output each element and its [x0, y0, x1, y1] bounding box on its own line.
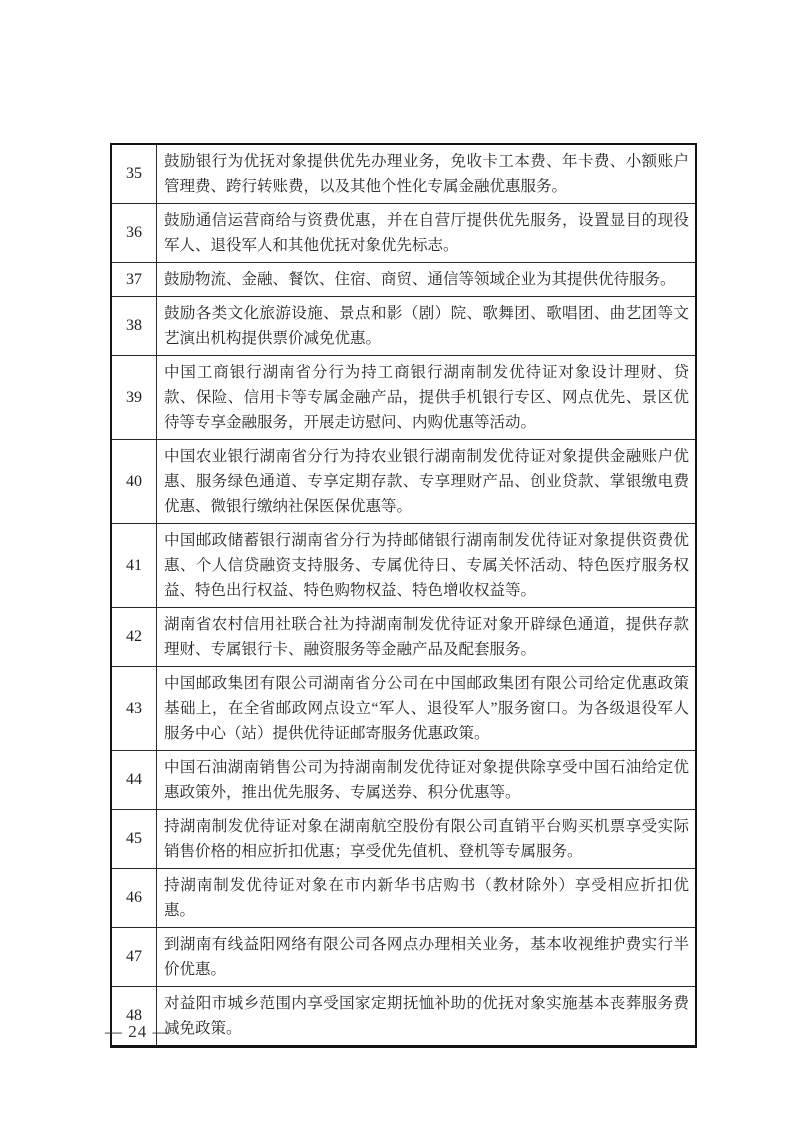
row-number: 41: [111, 524, 157, 608]
row-number: 35: [111, 144, 157, 204]
row-text: 持湖南制发优待证对象在湖南航空股份有限公司直销平台购买机票享受实际销售价格的相应折扣优惠；享受优先值机、登机等专属服务。: [157, 810, 697, 869]
row-text: 中国邮政集团有限公司湖南省分公司在中国邮政集团有限公司给定优惠政策基础上，在全省邮政网点设立“军人、退役军人”服务窗口。为各级退役军人服务中心（站）提供优待证邮寄服务优惠政策。: [157, 667, 697, 751]
row-number: 46: [111, 869, 157, 928]
row-number: 42: [111, 608, 157, 667]
row-number: 36: [111, 204, 157, 263]
table-row: [111, 608, 696, 667]
row-text: 鼓励通信运营商给与资费优惠，并在自营厅提供优先服务，设置显目的现役军人、退役军人和其他优抚对象优先标志。: [157, 204, 697, 263]
table-row: [111, 524, 696, 608]
row-number: 47: [111, 928, 157, 987]
row-number: 48: [111, 987, 157, 1047]
row-text: 中国工商银行湖南省分行为持工商银行湖南制发优待证对象设计理财、贷款、保险、信用卡等专属金融产品，提供手机银行专区、网点优先、景区优待等专享金融服务，开展走访慰问、内购优惠等活动。: [157, 356, 697, 440]
row-number: 45: [111, 810, 157, 869]
row-number: 39: [111, 356, 157, 440]
row-text: 中国邮政储蓄银行湖南省分行为持邮储银行湖南制发优待证对象提供资费优惠、个人信贷融资支持服务、专属优待日、专属关怀活动、特色医疗服务权益、特色出行权益、特色购物权益、特色增收权益等。: [157, 524, 697, 608]
row-text: 持湖南制发优待证对象在市内新华书店购书（教材除外）享受相应折扣优惠。: [157, 869, 697, 928]
table-row: [111, 263, 696, 297]
row-number: 40: [111, 440, 157, 524]
row-text: 中国农业银行湖南省分行为持农业银行湖南制发优待证对象提供金融账户优惠、服务绿色通道、专享定期存款、专享理财产品、创业贷款、掌银缴电费优惠、微银行缴纳社保医保优惠等。: [157, 440, 697, 524]
page-number: — 24 —: [105, 1022, 171, 1041]
row-number: 44: [111, 751, 157, 810]
row-number: 37: [111, 263, 157, 297]
row-text: 鼓励物流、金融、餐饮、住宿、商贸、通信等领域企业为其提供优待服务。: [157, 263, 697, 297]
row-number: 43: [111, 667, 157, 751]
table-row: [111, 440, 696, 524]
row-text: 鼓励银行为优抚对象提供优先办理业务，免收卡工本费、年卡费、小额账户管理费、跨行转账费，以及其他个性化专属金融优惠服务。: [157, 144, 697, 204]
table-row: [111, 869, 696, 928]
row-text: 对益阳市城乡范围内享受国家定期抚恤补助的优抚对象实施基本丧葬服务费减免政策。: [157, 987, 697, 1047]
table-row: [111, 144, 696, 204]
table-row: [111, 810, 696, 869]
table-row: [111, 356, 696, 440]
table-row: [111, 297, 696, 356]
table-row: [111, 204, 696, 263]
row-text: 鼓励各类文化旅游设施、景点和影（剧）院、歌舞团、歌唱团、曲艺团等文艺演出机构提供票价减免优惠。: [157, 297, 697, 356]
policy-table-body: [111, 144, 696, 1047]
table-row: [111, 987, 696, 1047]
policy-table: [110, 143, 697, 1048]
table-row: [111, 928, 696, 987]
table-row: [111, 667, 696, 751]
row-text: 湖南省农村信用社联合社为持湖南制发优待证对象开辟绿色通道，提供存款理财、专属银行卡、融资服务等金融产品及配套服务。: [157, 608, 697, 667]
table-row: [111, 751, 696, 810]
row-text: 中国石油湖南销售公司为持湖南制发优待证对象提供除享受中国石油给定优惠政策外，推出优先服务、专属送券、积分优惠等。: [157, 751, 697, 810]
row-number: 38: [111, 297, 157, 356]
row-text: 到湖南有线益阳网络有限公司各网点办理相关业务，基本收视维护费实行半价优惠。: [157, 928, 697, 987]
